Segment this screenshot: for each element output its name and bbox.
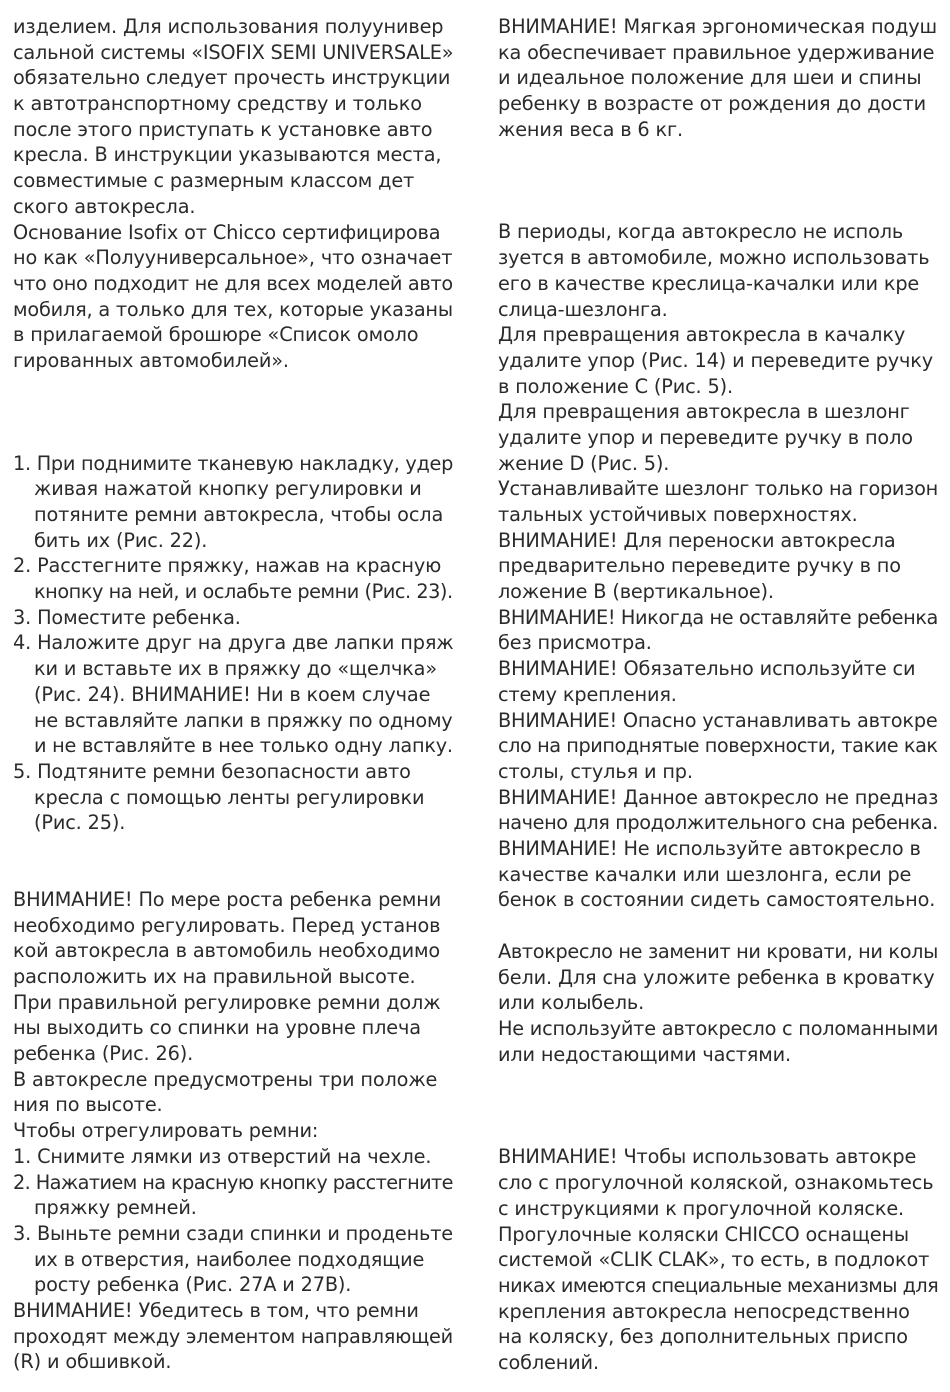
text-line: необходимо регулировать. Перед установ — [13, 913, 441, 937]
list-item-line: росту ребенка (Рис. 27A и 27B). — [34, 1273, 352, 1297]
list-item-line: 4. Наложите друг на друга две лапки пряж — [13, 631, 454, 655]
text-line: ВНИМАНИЕ! Данное автокресло не предназ — [498, 785, 939, 809]
list-item-line: 2. Расстегните пряжку, нажав на красную — [13, 554, 442, 578]
text-line: ния по высоте. — [13, 1093, 163, 1117]
left-column — [13, 14, 453, 1375]
text-line: ВНИМАНИЕ! Опасно устанавливать автокре — [498, 708, 938, 732]
text-line: изделием. Для использования полуунивер — [13, 15, 444, 38]
text-line: ложение B (вертикальное). — [498, 580, 774, 604]
list-item-line: 3. Выньте ремни сзади спинки и проденьте — [13, 1221, 453, 1245]
text-line: проходят между элементом направляющей — [13, 1324, 453, 1348]
text-line: столы, стулья и пр. — [498, 759, 693, 783]
text-line: Устанавливайте шезлонг только на горизон — [498, 477, 938, 501]
text-line: ВНИМАНИЕ! По мере роста ребенка ремни — [13, 887, 442, 911]
list-item-line: кнопку на ней, и ослабьте ремни (Рис. 23). — [34, 580, 453, 604]
list-item-line: 5. Подтяните ремни безопасности авто — [13, 759, 411, 783]
text-line: ка обеспечивает правильное удерживание — [498, 40, 935, 64]
text-line: ВНИМАНИЕ! Не используйте автокресло в — [498, 836, 921, 860]
list-item-line: 1. Снимите лямки из отверстий на чехле. — [13, 1144, 432, 1168]
text-line: к автотранспортному средству и только — [13, 92, 422, 116]
paragraph-gap — [498, 1067, 938, 1144]
text-line: ребенку в возрасте от рождения до дости — [498, 92, 926, 116]
text-line: При правильной регулировке ремни долж — [13, 990, 441, 1014]
list-item-line: живая нажатой кнопку регулировки и — [34, 477, 422, 501]
list-item-line: 2. Нажатием на красную кнопку расстегните — [13, 1170, 453, 1194]
list-item-line: их в отверстия, наиболее подходящие — [34, 1247, 425, 1271]
text-line: кресла. В инструкции указываются места, — [13, 143, 442, 167]
list-item-line: потяните ремни автокресла, чтобы осла — [34, 503, 444, 526]
text-line: жение D (Рис. 5). — [498, 451, 670, 475]
text-line: Чтобы отрегулировать ремни: — [13, 1119, 319, 1143]
text-line: его в качестве креслица-качалки или кре — [498, 271, 920, 295]
text-line: ВНИМАНИЕ! Обязательно используйте си — [498, 657, 916, 681]
list-item-line: ки и вставьте их в пряжку до «щелчка» — [34, 657, 437, 681]
sleep-warning-paragraph — [498, 939, 938, 1067]
text-line: но как «Полууниверсальное», что означает — [13, 246, 453, 270]
text-line: кой автокресла в автомобиль необходимо — [13, 939, 441, 963]
text-line: В автокресле предусмотрены три положе — [13, 1067, 438, 1091]
text-line: жения веса в 6 кг. — [498, 117, 683, 141]
text-line: качестве качалки или шезлонга, если ре — [498, 862, 912, 886]
text-line: В периоды, когда автокресло не исполь — [498, 220, 904, 244]
text-line: совместимые с размерным классом дет — [13, 169, 415, 193]
cushion-warning-paragraph — [498, 14, 938, 142]
text-line: тальных устойчивых поверхностях. — [498, 503, 858, 526]
paragraph-gap — [498, 913, 938, 939]
text-line: ВНИМАНИЕ! Мягкая эргономическая подуш — [498, 15, 938, 38]
text-line: сло с прогулочной коляской, ознакомьтесь — [498, 1171, 934, 1195]
list-item-line: не вставляйте лапки в пряжку по одному — [34, 708, 453, 732]
list-item-line: 3. Поместите ребенка. — [13, 605, 241, 629]
text-line: ВНИМАНИЕ! Чтобы использовать автокре — [498, 1145, 917, 1169]
stroller-warning-paragraph — [498, 1144, 938, 1375]
text-line: ребенка (Рис. 26). — [13, 1042, 194, 1066]
paragraph-gap — [13, 374, 453, 451]
text-line: гированных автомобилей». — [13, 348, 289, 372]
text-line: ВНИМАНИЕ! Для переноски автокресла — [498, 528, 896, 552]
text-line: после этого приступать к установке авто — [13, 117, 433, 141]
text-line: бенок в состоянии сидеть самостоятельно. — [498, 888, 936, 912]
list-item-line: кресла с помощью ленты регулировки — [34, 785, 425, 809]
text-line: мобиля, а только для тех, которые указаны — [13, 297, 453, 321]
text-line: зуется в автомобиле, можно использовать — [498, 246, 930, 270]
right-column — [498, 14, 938, 1376]
text-line: Для превращения автокресла в шезлонг — [498, 400, 910, 424]
list-item-line: (Рис. 24). ВНИМАНИЕ! Ни в коем случае — [34, 682, 431, 706]
text-line: расположить их на правильной высоте. — [13, 965, 416, 988]
list-item-line: (Рис. 25). — [34, 811, 126, 835]
text-line: что оно подходит не для всех моделей авто — [13, 271, 453, 295]
text-line: ны выходить со спинки на уровне плеча — [13, 1016, 421, 1040]
text-line: (R) и обшивкой. — [13, 1350, 172, 1374]
rocker-lounger-paragraph — [498, 219, 938, 913]
text-line: Не используйте автокресло с поломанными — [498, 1017, 939, 1041]
text-line: Для превращения автокресла в качалку — [498, 323, 906, 347]
text-line: ВНИМАНИЕ! Убедитесь в том, что ремни — [13, 1298, 419, 1322]
text-line: на коляску, без дополнительных приспо — [498, 1325, 908, 1349]
text-line: соблений. — [498, 1350, 599, 1374]
list-item-line: пряжку ремней. — [34, 1196, 197, 1220]
harness-adjustment-paragraph — [13, 887, 453, 1375]
text-line: и идеальное положение для шеи и спины — [498, 66, 922, 90]
text-line: удалите упор (Рис. 14) и переведите ручку — [498, 348, 934, 372]
text-line: в положение C (Рис. 5). — [498, 374, 733, 398]
list-item-line: 1. При поднимите тканевую накладку, удер — [13, 451, 454, 475]
text-line: слица-шезлонга. — [498, 297, 668, 321]
text-line: начено для продолжительного сна ребенка. — [498, 811, 939, 835]
text-line: без присмотра. — [498, 631, 652, 655]
text-line: Автокресло не заменит ни кровати, ни колы — [498, 940, 939, 963]
text-line: бели. Для сна уложите ребенка в кроватку — [498, 965, 935, 989]
paragraph-gap — [13, 836, 453, 887]
text-line: обязательно следует прочесть инструкции — [13, 66, 451, 90]
text-line: или недостающими частями. — [498, 1042, 791, 1066]
text-line: или колыбель. — [498, 991, 645, 1015]
text-line: ского автокресла. — [13, 194, 196, 218]
text-line: с инструкциями к прогулочной коляске. — [498, 1196, 905, 1220]
text-line: системой «CLIK CLAK», то есть, в подлокот — [498, 1248, 930, 1272]
text-line: Основание Isofix от Chicco сертифицирова — [13, 220, 441, 244]
list-item-line: и не вставляйте в нее только одну лапку. — [34, 734, 453, 758]
text-line: сальной системы «ISOFIX SEMI UNIVERSALE» — [13, 40, 454, 64]
paragraph-gap — [498, 142, 938, 219]
text-line: крепления автокресла непосредственно — [498, 1299, 910, 1323]
text-line: удалите упор и переведите ручку в поло — [498, 425, 913, 449]
isofix-intro-paragraph — [13, 14, 453, 374]
seating-steps-list — [13, 451, 453, 836]
text-line: Прогулочные коляски CHICCO оснащены — [498, 1222, 909, 1246]
text-line: в прилагаемой брошюре «Список омоло — [13, 323, 419, 347]
text-line: сло на приподнятые поверхности, такие как — [498, 734, 938, 758]
text-line: стему крепления. — [498, 682, 677, 706]
text-line: предварительно переведите ручку в по — [498, 554, 901, 578]
list-item-line: бить их (Рис. 22). — [34, 528, 208, 552]
text-line: ВНИМАНИЕ! Никогда не оставляйте ребенка — [498, 605, 938, 629]
text-line: никах имеются специальные механизмы для — [498, 1273, 939, 1297]
